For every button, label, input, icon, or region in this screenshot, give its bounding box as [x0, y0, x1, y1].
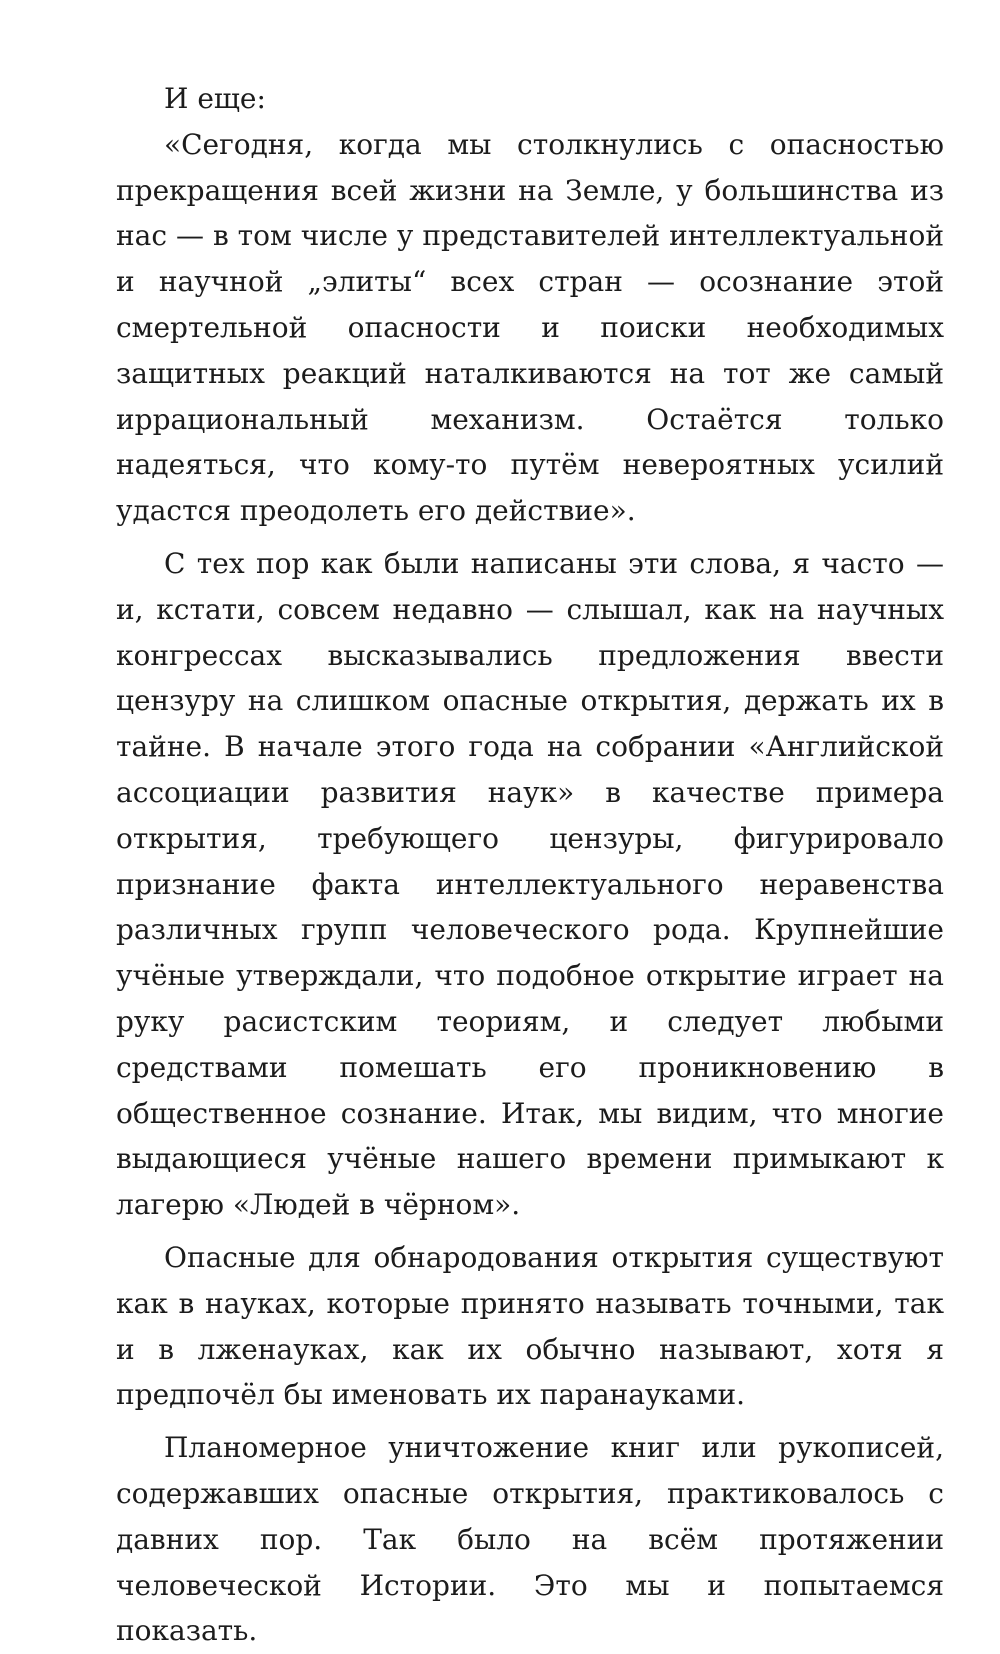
book-page [116, 76, 944, 1654]
paragraph-intro: И еще: [164, 82, 266, 115]
paragraph-dangerous-discoveries: Опасные для обнародования открытия существуют как в науках, которые принято называть точными, так и в лженауках, как их обычно называют, хотя я предпочёл бы именовать их паранауками. [116, 1240, 944, 1412]
paragraph-censorship: С тех пор как были написаны эти слова, я часто — и, кстати, совсем недавно — слышал, как на научных конгрессах высказывались предложения ввести цензуру на слишком опасные открытия, держать их в тайне. В начале этого года на собрании «Английской ассоциации развития наук» в качестве примера открытия, требующего цензуры, фигурировало признание факта интеллектуального неравенства различных групп человеческого рода. Крупнейшие учёные утверждали, что подобное открытие играет на руку расистским теориям, и следует любыми средствами помешать его проникновению в общественное сознание. Итак, мы видим, что многие выдающиеся учёные нашего времени примыкают к лагерю «Людей в чёрном». [116, 546, 944, 1222]
paragraph-quote: «Сегодня, когда мы столкнулись с опасностью прекращения всей жизни на Земле, у большинства из нас — в том числе у представителей интеллектуальной и научной „элиты“ всех стран — осознание этой смертельной опасности и поиски необходимых защитных реакций наталкиваются на тот же самый иррациональный механизм. Остаётся только надеяться, что кому-то путём невероятных усилий удастся преодолеть его действие». [116, 127, 944, 528]
paragraph-destruction-of-books: Планомерное уничтожение книг или рукописей, содержавших опасные открытия, практиковалось с давних пор. Так было на всём протяжении человеческой Истории. Это мы и попытаемся показать. [116, 1431, 944, 1648]
